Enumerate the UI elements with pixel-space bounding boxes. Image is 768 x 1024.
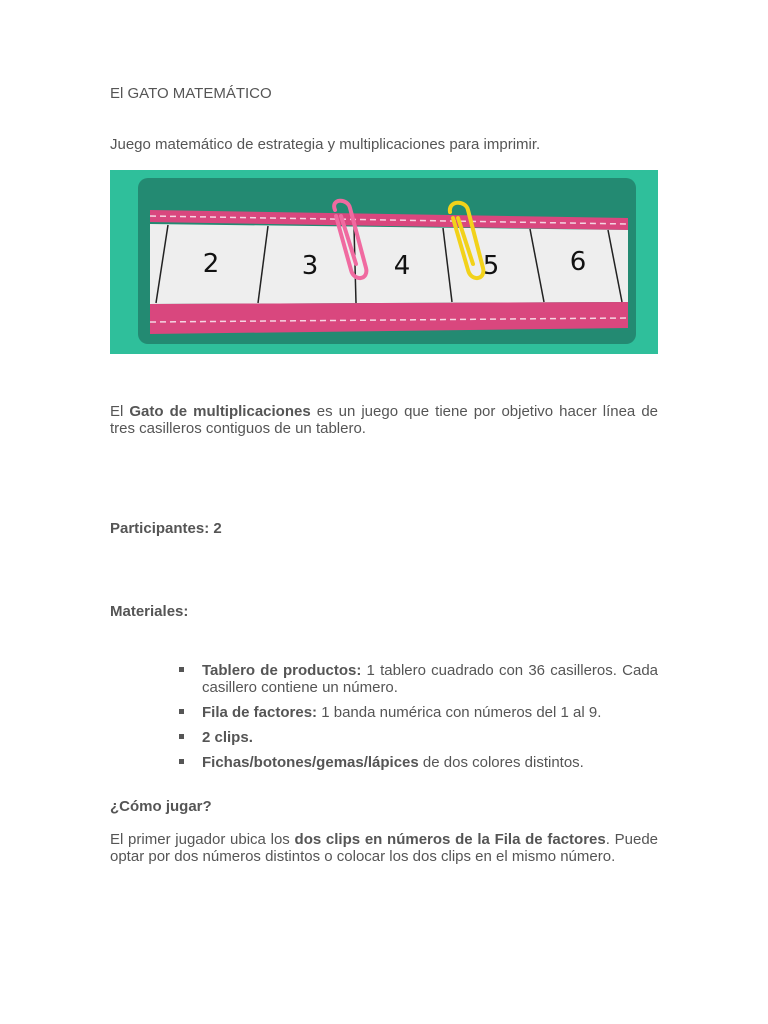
strip-number: 4 — [393, 251, 411, 281]
bullet-icon — [179, 734, 184, 739]
strip-number: 3 — [301, 251, 319, 281]
list-item: Fichas/botones/gemas/lápices de dos colores distintos. — [175, 754, 658, 771]
how-to-play-text: El primer jugador ubica los dos clips en números de la Fila de factores. Puede optar por dos números distintos o colocar los dos clips en el mismo número. — [110, 831, 658, 865]
bullet-icon — [179, 667, 184, 672]
materials-list — [175, 662, 658, 779]
list-item: Tablero de productos: 1 tablero cuadrado con 36 casilleros. Cada casillero contiene un número. — [175, 662, 658, 696]
list-item: 2 clips. — [175, 729, 658, 746]
intro-text: Juego matemático de estrategia y multiplicaciones para imprimir. — [110, 136, 541, 153]
strip-number: 5 — [482, 251, 500, 281]
bullet-icon — [179, 759, 184, 764]
page-title: El GATO MATEMÁTICO — [110, 85, 272, 102]
strip-number: 6 — [569, 247, 587, 277]
list-item: Fila de factores: 1 banda numérica con números del 1 al 9. — [175, 704, 658, 721]
how-to-play-heading: ¿Cómo jugar? — [110, 798, 212, 815]
game-description: El Gato de multiplicaciones es un juego que tiene por objetivo hacer línea de tres casilleros contiguos de un tablero. — [110, 403, 658, 437]
materials-heading: Materiales: — [110, 603, 189, 620]
strip-number: 2 — [202, 249, 220, 279]
participants-heading: Participantes: 2 — [110, 520, 222, 537]
factor-strip-photo — [110, 170, 658, 354]
bullet-icon — [179, 709, 184, 714]
